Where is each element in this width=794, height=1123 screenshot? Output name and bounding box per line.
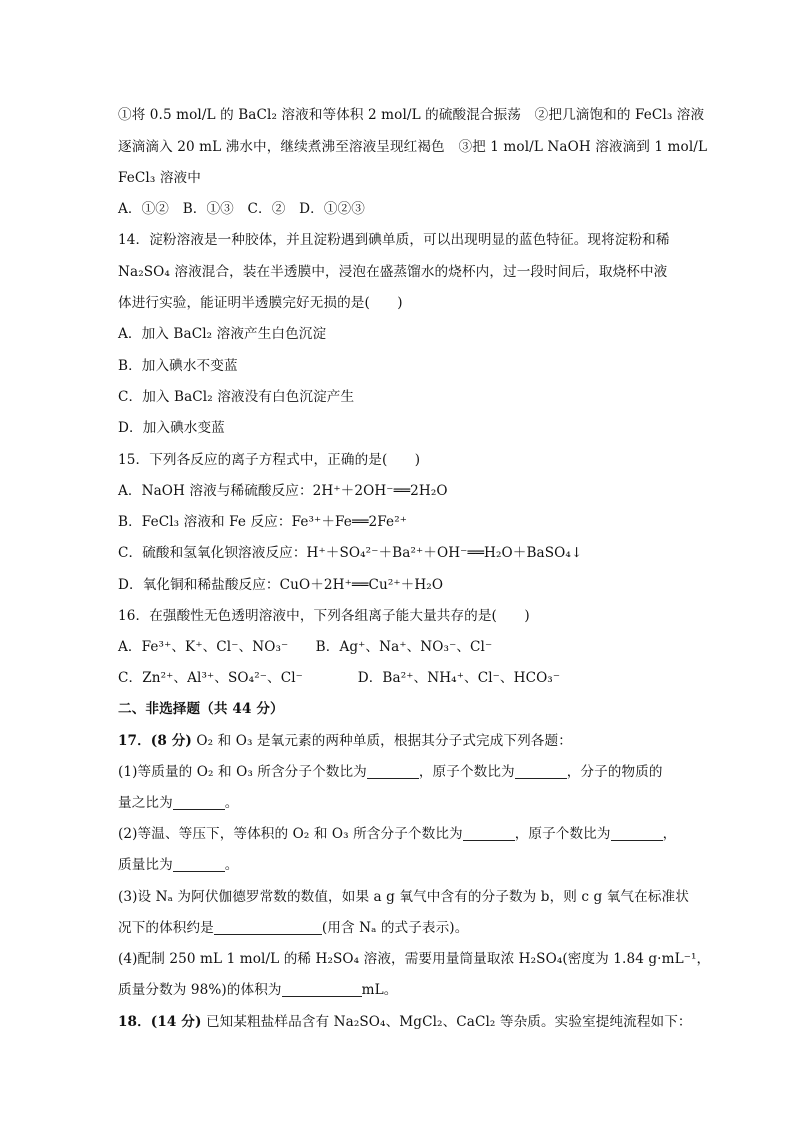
q17-part3-line-1: (3)设 Nₐ 为阿伏伽德罗常数的数值，如果 a g 氧气中含有的分子数为 b，则 c g 氧气在标准状 — [118, 889, 689, 905]
answer-blank-4[interactable] — [463, 826, 515, 841]
q17-heading-text: O₂ 和 O₃ 是氧元素的两种单质，根据其分子式完成下列各题： — [191, 733, 572, 749]
q14-choice-a: A．加入 BaCl₂ 溶液产生白色沉淀 — [118, 326, 327, 342]
q18-heading — [118, 1012, 692, 1032]
q17-part2-line-2 — [118, 855, 238, 875]
q17-heading — [118, 731, 572, 751]
q17-part2-line-1 — [118, 824, 676, 844]
answer-blank-7[interactable] — [214, 920, 322, 935]
q16-choices-cd: C．Zn²⁺、Al³⁺、SO₄²⁻、Cl⁻ D．Ba²⁺、NH₄⁺、Cl⁻、HCO₃⁻ — [118, 670, 561, 686]
q15-choice-d: D．氧化铜和稀盐酸反应：CuO＋2H⁺══Cu²⁺＋H₂O — [118, 577, 444, 593]
q15-choice-b: B．FeCl₃ 溶液和 Fe 反应：Fe³⁺＋Fe══2Fe²⁺ — [118, 514, 408, 530]
q14-stem-line-3: 体进行实验，能证明半透膜完好无损的是( ) — [118, 295, 403, 311]
q14-choice-d: D．加入碘水变蓝 — [118, 420, 225, 436]
q17-part2-text-e: 。 — [224, 857, 239, 873]
q17-part3-text-c: (用含 Nₐ 的式子表示)。 — [321, 920, 469, 936]
q17-number: 17．(8 分) — [118, 733, 192, 749]
q13-choices: A．①② B．①③ C．② D．①②③ — [118, 201, 365, 217]
q17-part4-line-2 — [118, 980, 397, 1000]
q17-part1-line-1 — [118, 762, 663, 782]
q17-part1-text-d: 量之比为 — [118, 795, 173, 811]
section-title: 二、非选择题（共 44 分） — [118, 701, 284, 717]
q14-choice-b: B．加入碘水不变蓝 — [118, 358, 238, 374]
q17-part4-text-c: mL。 — [361, 982, 398, 998]
answer-blank-6[interactable] — [173, 857, 225, 872]
q16-choices-ab: A．Fe³⁺、K⁺、Cl⁻、NO₃⁻ B．Ag⁺、Na⁺、NO₃⁻、Cl⁻ — [118, 639, 493, 655]
q17-part4-text-b: 质量分数为 98%)的体积为 — [118, 982, 282, 998]
q16-stem: 16．在强酸性无色透明溶液中，下列各组离子能大量共存的是( ) — [118, 608, 530, 624]
q17-part1-line-2 — [118, 793, 238, 813]
q17-part3-text-b: 况下的体积约是 — [118, 920, 214, 936]
q17-part1-text-c: ，分子的物质的 — [566, 764, 663, 780]
q17-part2-text-b: ，原子个数比为 — [514, 826, 611, 842]
answer-blank-8[interactable] — [282, 982, 362, 997]
answer-blank-2[interactable] — [515, 764, 567, 779]
q17-part1-text-e: 。 — [224, 795, 239, 811]
q18-number: 18．(14 分) — [118, 1014, 202, 1030]
q17-part1-text-a: (1)等质量的 O₂ 和 O₃ 所含分子个数比为 — [118, 764, 367, 780]
q15-stem: 15．下列各反应的离子方程式中，正确的是( ) — [118, 452, 421, 468]
q15-choice-c: C．硫酸和氢氧化钡溶液反应：H⁺＋SO₄²⁻＋Ba²⁺＋OH⁻══H₂O＋BaSO₄↓ — [118, 545, 583, 561]
q17-part3-line-2 — [118, 918, 468, 938]
answer-blank-3[interactable] — [173, 795, 225, 810]
q13-option-line-2: 逐滴滴入 20 mL 沸水中，继续煮沸至溶液呈现红褐色 ③把 1 mol/L NaOH 溶液滴到 1 mol/L — [118, 139, 708, 155]
q17-part2-text-c: ， — [662, 826, 677, 842]
q14-choice-c: C．加入 BaCl₂ 溶液没有白色沉淀产生 — [118, 389, 355, 405]
q13-option-line-1: ①将 0.5 mol/L 的 BaCl₂ 溶液和等体积 2 mol/L 的硫酸混合振荡 ②把几滴饱和的 FeCl₃ 溶液 — [118, 107, 705, 123]
answer-blank-1[interactable] — [367, 764, 419, 779]
q17-part1-text-b: ，原子个数比为 — [418, 764, 515, 780]
q17-part2-text-d: 质量比为 — [118, 857, 173, 873]
q13-option-line-3: FeCl₃ 溶液中 — [118, 170, 201, 186]
q17-part2-text-a: (2)等温、等压下，等体积的 O₂ 和 O₃ 所含分子个数比为 — [118, 826, 463, 842]
q17-part4-line-1: (4)配制 250 mL 1 mol/L 的稀 H₂SO₄ 溶液，需要用量筒量取浓 H₂SO₄(密度为 1.84 g·mL⁻¹， — [118, 951, 711, 967]
answer-blank-5[interactable] — [611, 826, 663, 841]
q14-stem-line-2: Na₂SO₄ 溶液混合，装在半透膜中，浸泡在盛蒸馏水的烧杯内，过一段时间后，取烧杯中液 — [118, 264, 668, 280]
q18-heading-text: 已知某粗盐样品含有 Na₂SO₄、MgCl₂、CaCl₂ 等杂质。实验室提纯流程如下： — [201, 1014, 692, 1030]
q15-choice-a: A．NaOH 溶液与稀硫酸反应：2H⁺＋2OH⁻══2H₂O — [118, 483, 448, 499]
q14-stem-line-1: 14．淀粉溶液是一种胶体，并且淀粉遇到碘单质，可以出现明显的蓝色特征。现将淀粉和稀 — [118, 232, 670, 248]
